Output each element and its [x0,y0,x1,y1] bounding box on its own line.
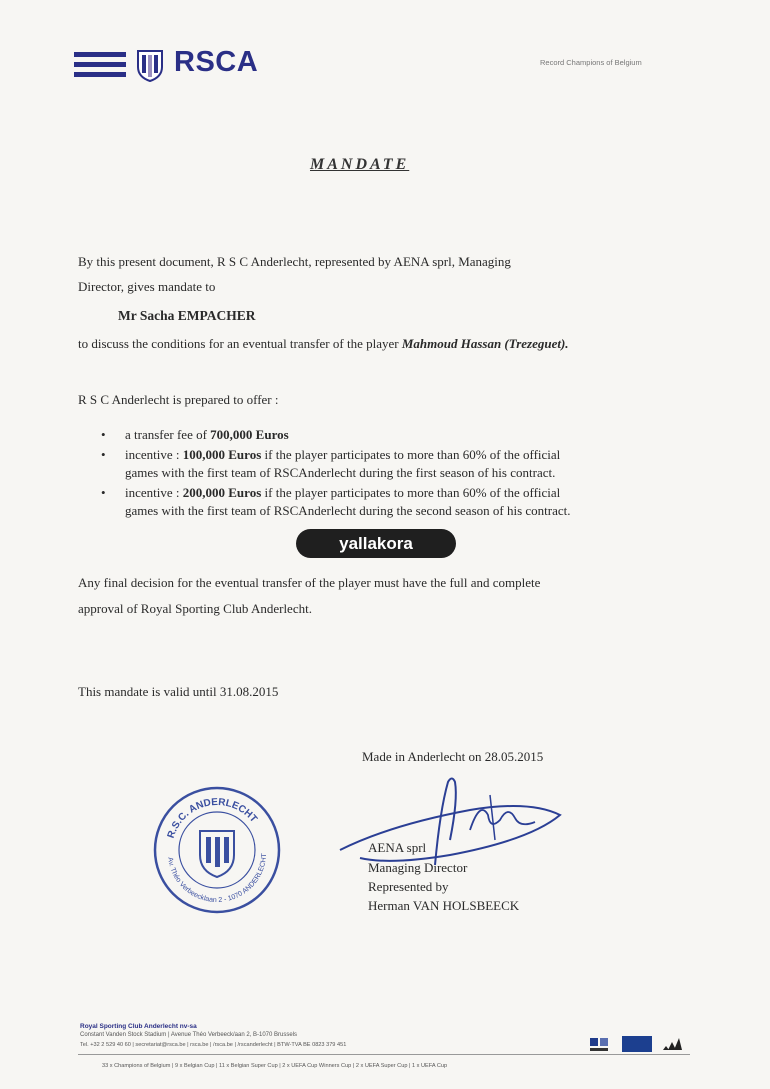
signature-icon [330,770,570,870]
brand-tagline: Record Champions of Belgium [540,58,642,67]
offer-item-2 [92,446,571,482]
footer-divider [78,1054,690,1055]
stamp-bottom-text: Av. Théo Verbeecklaan 2 - 1070 ANDERLECHT [166,853,269,905]
adidas-logo-icon [660,1036,682,1052]
stamp-top-text: R.S.C. ANDERLECHT [165,796,260,840]
offer-amount: 200,000 Euros [182,485,262,500]
sponsor-bank-icon [622,1036,652,1052]
offer-item-1 [92,426,571,444]
final-line-1: Any final decision for the eventual transfer of the player must have the full and complete [78,575,541,590]
club-stamp-icon [150,783,285,918]
offer-amount: 100,000 Euros [182,447,262,462]
watermark-badge: yallakora [296,529,456,558]
offer-condition: if the player participates to more than 60% of the official [261,485,561,500]
represented-by: Represented by [368,879,449,894]
final-line-2: approval of Royal Sporting Club Anderlecht. [78,601,312,616]
offer-item-3 [92,484,571,520]
signatory-name: Herman VAN HOLSBEECK [368,898,520,913]
brand-name: RSCA [174,46,259,78]
signatory-company: AENA sprl [368,840,427,855]
offer-condition: if the player participates to more than 60% of the official [261,447,561,462]
signatory-role: Managing Director [368,860,468,875]
footer-address: Constant Vanden Stock Stadium | Avenue Théo Verbeeck/aan 2, B-1070 Brussels [80,1032,298,1038]
intro-line-1: By this present document, R S C Anderlecht, represented by AENA sprl, Managing [78,254,511,269]
offer-prefix: incentive : [125,485,183,500]
discuss-line [78,336,569,352]
prepared-line: R S C Anderlecht is prepared to offer : [78,392,279,407]
sponsor-logo-icon [588,1036,612,1052]
offer-amount: 700,000 Euros [210,427,289,442]
footer-honours: 33 x Champions of Belgium | 9 x Belgian Cup | 11 x Belgian Super Cup | 2 x UEFA Cup Winners Cup | 2 x UEFA Super Cup | 1 x UEFA Cup [102,1063,448,1069]
offer-condition-cont: games with the first team of RSCAnderlecht during the first season of his contract. [125,465,556,480]
offer-prefix: incentive : [125,447,183,462]
logo-stripes [74,52,126,82]
discuss-text: to discuss the conditions for an eventual transfer of the player [78,336,402,351]
offer-list [92,426,571,522]
club-crest-icon [132,47,168,83]
mandatee-name: Mr Sacha EMPACHER [118,308,256,323]
offer-condition-cont: games with the first team of RSCAnderlecht during the second season of his contract. [125,503,571,518]
made-in-line: Made in Anderlecht on 28.05.2015 [362,749,544,764]
intro-line-2: Director, gives mandate to [78,279,216,294]
page-title: MANDATE [310,156,410,173]
player-name: Mahmoud Hassan (Trezeguet). [401,336,569,351]
svg-text:R.S.C. ANDERLECHT [166,797,259,840]
offer-prefix: a transfer fee of [125,427,211,442]
footer-club: Royal Sporting Club Anderlecht nv-sa [80,1023,197,1030]
footer-contact: Tel. +32 2 529 40 60 | secretariat@rsca.be | rsca.be | /rsca.be | /rscanderlecht | BTW-TVA BE 0823 379 451 [80,1042,347,1048]
validity-line: This mandate is valid until 31.08.2015 [78,684,279,699]
